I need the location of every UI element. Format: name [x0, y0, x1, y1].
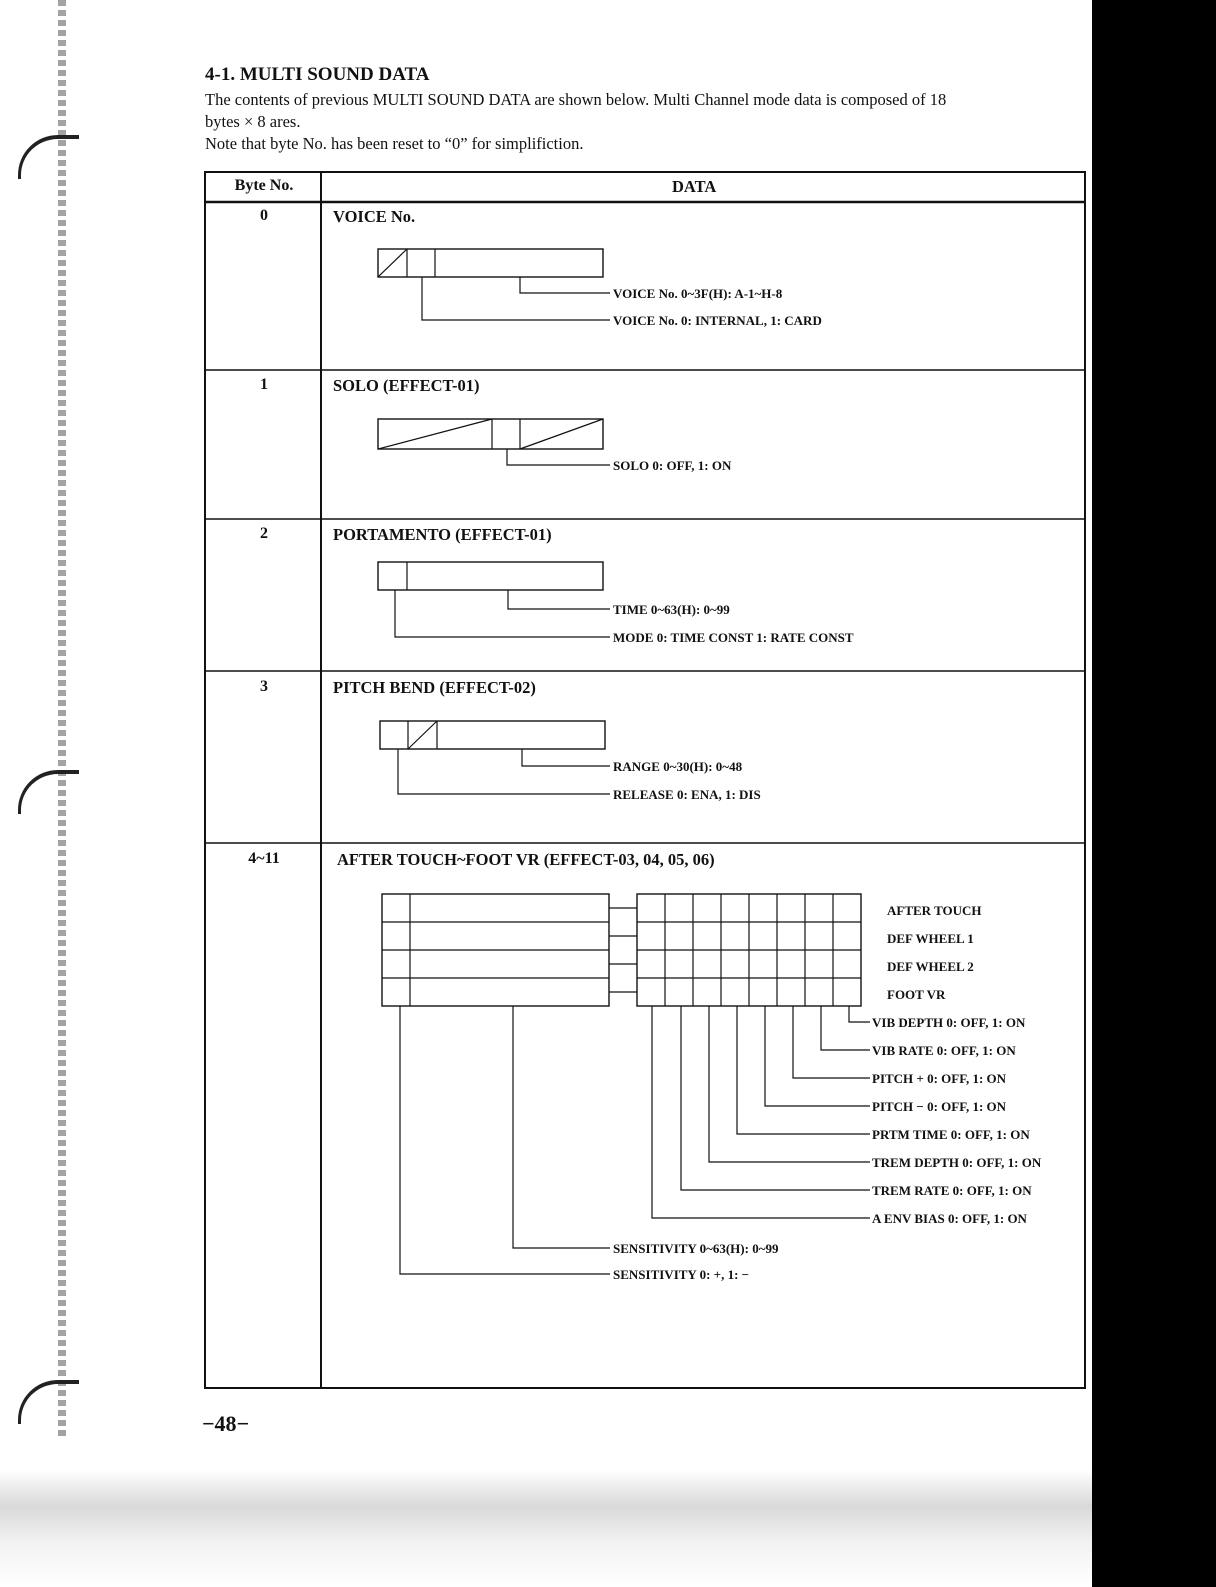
header-data: DATA — [672, 177, 717, 196]
source-after-touch: AFTER TOUCH — [887, 903, 982, 918]
bit-vib-depth: VIB DEPTH 0: OFF, 1: ON — [872, 1015, 1026, 1030]
bit-pitch-plus: PITCH + 0: OFF, 1: ON — [872, 1071, 1007, 1086]
sens-value: SENSITIVITY 0~63(H): 0~99 — [613, 1241, 779, 1256]
row-1-label-1: SOLO 0: OFF, 1: ON — [613, 458, 732, 473]
bit-trem-depth: TREM DEPTH 0: OFF, 1: ON — [872, 1155, 1042, 1170]
source-def-wheel-2: DEF WHEEL 2 — [887, 959, 974, 974]
row-2-label-1: TIME 0~63(H): 0~99 — [613, 602, 730, 617]
row-2-title: PORTAMENTO (EFFECT-01) — [333, 525, 552, 544]
row-1-byte: 1 — [260, 376, 268, 393]
source-foot-vr: FOOT VR — [887, 987, 946, 1002]
row-2-label-2: MODE 0: TIME CONST 1: RATE CONST — [613, 630, 854, 645]
bit-pitch-minus: PITCH − 0: OFF, 1: ON — [872, 1099, 1007, 1114]
row-2-byte: 2 — [260, 525, 268, 542]
page-number: −48− — [202, 1411, 250, 1436]
row-0-label-1: VOICE No. 0~3F(H): A-1~H-8 — [613, 286, 783, 301]
row-3-label-1: RANGE 0~30(H): 0~48 — [613, 759, 743, 774]
bit-vib-rate: VIB RATE 0: OFF, 1: ON — [872, 1043, 1016, 1058]
row-0-byte: 0 — [260, 207, 268, 224]
sens-sign: SENSITIVITY 0: +, 1: − — [613, 1267, 750, 1282]
source-def-wheel-1: DEF WHEEL 1 — [887, 931, 974, 946]
scan-shadow-right — [1092, 0, 1216, 1587]
bit-prtm-time: PRTM TIME 0: OFF, 1: ON — [872, 1127, 1030, 1142]
header-byte-no: Byte No. — [234, 177, 294, 194]
intro-line-2: bytes × 8 ares. — [205, 112, 301, 131]
row-0-label-2: VOICE No. 0: INTERNAL, 1: CARD — [613, 313, 822, 328]
row-1-title: SOLO (EFFECT-01) — [333, 376, 480, 395]
row-4-byte: 4~11 — [248, 850, 280, 867]
intro-line-1: The contents of previous MULTI SOUND DATA are shown below. Multi Channel mode data is composed of 18 — [205, 90, 947, 109]
row-0-title: VOICE No. — [333, 207, 416, 226]
row-4-title: AFTER TOUCH~FOOT VR (EFFECT-03, 04, 05, 06) — [337, 850, 715, 869]
bit-trem-rate: TREM RATE 0: OFF, 1: ON — [872, 1183, 1032, 1198]
row-3-title: PITCH BEND (EFFECT-02) — [333, 678, 536, 697]
row-3-label-2: RELEASE 0: ENA, 1: DIS — [613, 787, 761, 802]
row-3-byte: 3 — [260, 678, 268, 695]
bit-a-env-bias: A ENV BIAS 0: OFF, 1: ON — [872, 1211, 1027, 1226]
intro-line-3: Note that byte No. has been reset to “0” for simplifiction. — [205, 134, 584, 153]
page-heading: 4-1. MULTI SOUND DATA — [205, 64, 430, 85]
